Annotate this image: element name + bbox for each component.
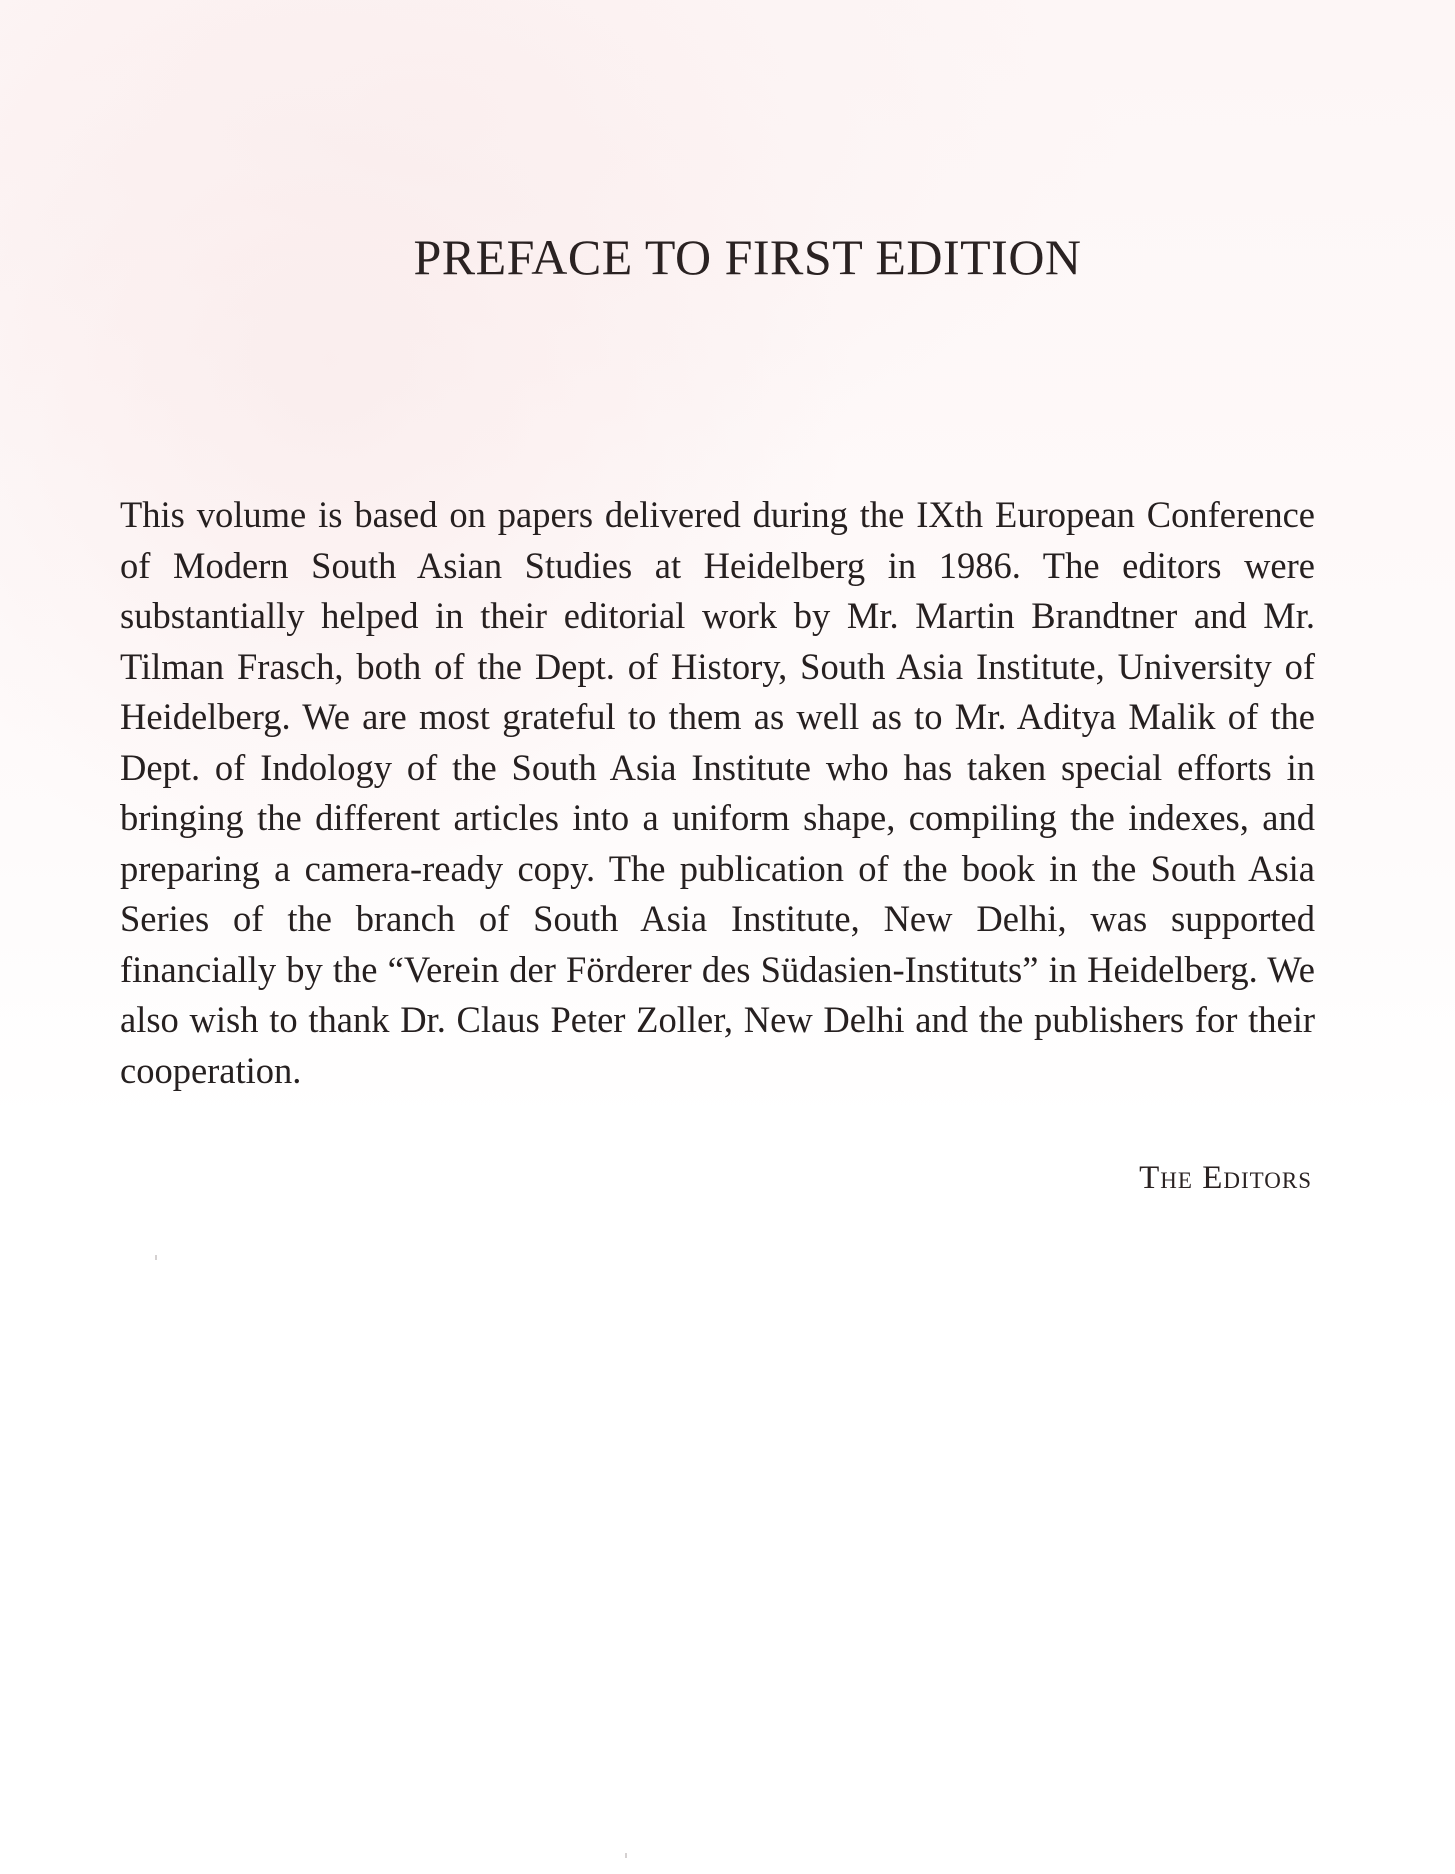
scan-speck: [625, 1853, 627, 1858]
scan-speck: [155, 1255, 157, 1260]
preface-paragraph: This volume is based on papers delivered during the IXth European Conference of Modern South Asian Studies at Heidelberg in 1986. The editors were substantially helped in their editorial work by Mr. Martin Brandtner and Mr. Tilman Frasch, both of the Dept. of History, South Asia Institute, University of Heidelberg. We are most grateful to them as well as to Mr. Aditya Malik of the Dept. of Indology of the South Asia Institute who has taken special efforts in bringing the different articles into a uniform shape, compiling the indexes, and preparing a camera-ready copy. The publication of the book in the South Asia Series of the branch of South Asia Institute, New Delhi, was supported financially by the “Verein der Förderer des Südasien-Instituts” in Heidelberg. We also wish to thank Dr. Claus Peter Zoller, New Delhi and the publishers for their cooperation.: [120, 494, 1315, 1091]
page-title: PREFACE TO FIRST EDITION: [413, 229, 1082, 285]
signature: The Editors: [1139, 1160, 1312, 1196]
